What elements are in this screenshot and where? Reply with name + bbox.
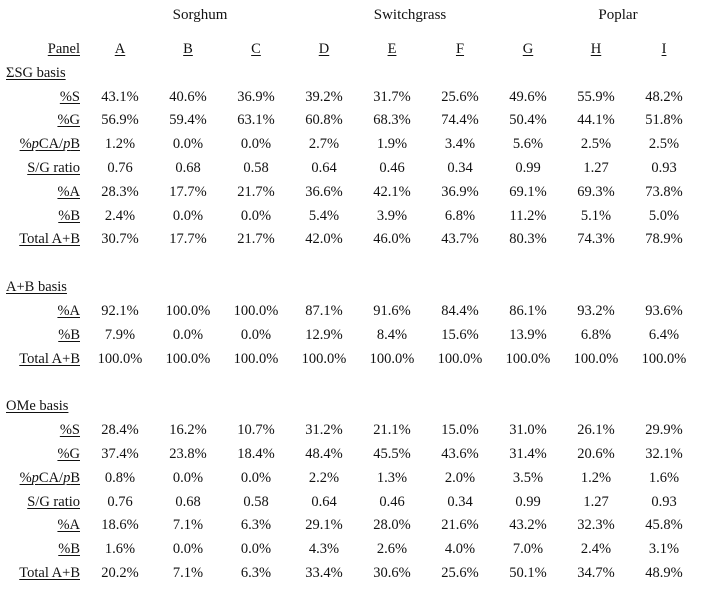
value-cell: 92.1% xyxy=(101,302,139,319)
table-row xyxy=(6,300,698,324)
value-cell: 18.4% xyxy=(237,445,275,462)
empty-cell xyxy=(86,395,154,419)
value-cell: 30.7% xyxy=(101,231,139,248)
section-title: A+B basis xyxy=(6,279,67,296)
row-label: %pCA/pB xyxy=(19,136,80,153)
value-cell: 1.2% xyxy=(580,469,612,486)
section-title: ΣSG basis xyxy=(6,64,66,81)
table-row xyxy=(6,181,698,205)
value-cell: 32.3% xyxy=(577,517,615,534)
value-cell: 2.4% xyxy=(580,541,612,558)
row-label-cell xyxy=(6,205,86,229)
value-cell: 32.1% xyxy=(645,445,683,462)
value-cell: 0.46 xyxy=(379,159,405,176)
spacer-cell xyxy=(154,371,222,395)
value-cell: 43.2% xyxy=(509,517,547,534)
value-cell: 63.1% xyxy=(237,112,275,129)
value-cell: 0.34 xyxy=(447,159,473,176)
value-cell: 1.3% xyxy=(376,469,408,486)
value-cell: 74.4% xyxy=(441,112,479,129)
column-header: E xyxy=(387,41,397,57)
value-cell: 6.8% xyxy=(444,207,476,224)
value-cell: 3.5% xyxy=(512,469,544,486)
value-cell: 17.7% xyxy=(169,183,207,200)
value-cell: 51.8% xyxy=(645,112,683,129)
value-cell: 13.9% xyxy=(509,326,547,343)
table-row xyxy=(6,467,698,491)
value-cell: 0.99 xyxy=(515,493,541,510)
value-cell: 10.7% xyxy=(237,422,275,439)
value-cell: 31.0% xyxy=(509,422,547,439)
value-cell: 0.0% xyxy=(240,469,272,486)
value-cell: 0.93 xyxy=(651,493,677,510)
table-row xyxy=(6,324,698,348)
empty-cell xyxy=(494,62,562,86)
value-cell: 20.2% xyxy=(101,564,139,581)
value-cell: 7.1% xyxy=(172,564,204,581)
value-cell: 0.68 xyxy=(175,159,201,176)
row-label: %A xyxy=(57,302,80,319)
column-header: D xyxy=(318,41,330,57)
value-cell: 37.4% xyxy=(101,445,139,462)
row-label-cell xyxy=(6,133,86,157)
empty-cell xyxy=(290,62,358,86)
value-cell: 28.0% xyxy=(373,517,411,534)
spacer-cell xyxy=(494,252,562,276)
header-cell xyxy=(494,38,562,62)
value-cell: 48.9% xyxy=(645,564,683,581)
empty-cell xyxy=(290,276,358,300)
empty-cell xyxy=(222,276,290,300)
header-cell xyxy=(222,38,290,62)
value-cell: 69.1% xyxy=(509,183,547,200)
value-cell: 42.1% xyxy=(373,183,411,200)
section-title-cell xyxy=(6,276,86,300)
value-cell: 59.4% xyxy=(169,112,207,129)
table-body xyxy=(6,38,698,586)
header-row xyxy=(6,38,698,62)
value-cell: 6.3% xyxy=(240,564,272,581)
spacer-cell xyxy=(426,371,494,395)
value-cell: 74.3% xyxy=(577,231,615,248)
header-label-cell xyxy=(6,38,86,62)
value-cell: 25.6% xyxy=(441,88,479,105)
column-header: G xyxy=(522,41,534,57)
value-cell: 100.0% xyxy=(165,350,211,367)
value-cell: 6.4% xyxy=(648,326,680,343)
value-cell: 0.0% xyxy=(172,207,204,224)
column-header: B xyxy=(183,41,193,57)
section-spacer xyxy=(6,252,698,276)
value-cell: 0.0% xyxy=(240,326,272,343)
value-cell: 36.9% xyxy=(237,88,275,105)
value-cell: 6.3% xyxy=(240,517,272,534)
spacer-cell xyxy=(494,371,562,395)
value-cell: 20.6% xyxy=(577,445,615,462)
value-cell: 43.1% xyxy=(101,88,139,105)
value-cell: 16.2% xyxy=(169,422,207,439)
value-cell: 0.58 xyxy=(243,159,269,176)
spacer-cell xyxy=(290,252,358,276)
value-cell: 100.0% xyxy=(505,350,551,367)
value-cell: 31.4% xyxy=(509,445,547,462)
empty-cell xyxy=(426,276,494,300)
value-cell: 73.8% xyxy=(645,183,683,200)
spacer-cell xyxy=(86,371,154,395)
value-cell: 15.0% xyxy=(441,422,479,439)
value-cell: 44.1% xyxy=(577,112,615,129)
section-spacer xyxy=(6,371,698,395)
row-label-cell xyxy=(6,467,86,491)
row-label-cell xyxy=(6,157,86,181)
table-row xyxy=(6,86,698,110)
table-row xyxy=(6,348,698,372)
header-cell xyxy=(290,38,358,62)
value-cell: 28.4% xyxy=(101,422,139,439)
empty-cell xyxy=(562,395,630,419)
table-row xyxy=(6,514,698,538)
spacer-cell xyxy=(562,371,630,395)
spacer-cell xyxy=(154,252,222,276)
row-label: S/G ratio xyxy=(27,159,80,176)
value-cell: 36.6% xyxy=(305,183,343,200)
value-cell: 28.3% xyxy=(101,183,139,200)
row-label: %G xyxy=(57,112,80,129)
value-cell: 4.3% xyxy=(308,541,340,558)
row-label: %B xyxy=(58,326,80,343)
value-cell: 0.0% xyxy=(240,136,272,153)
value-cell: 18.6% xyxy=(101,517,139,534)
value-cell: 11.2% xyxy=(509,207,547,224)
value-cell: 100.0% xyxy=(233,350,279,367)
table-row xyxy=(6,443,698,467)
value-cell: 39.2% xyxy=(305,88,343,105)
group-header-poplar: Poplar xyxy=(598,7,638,23)
spacer-cell xyxy=(222,371,290,395)
row-label: %S xyxy=(59,88,80,105)
row-label: %S xyxy=(59,422,80,439)
value-cell: 100.0% xyxy=(641,350,687,367)
value-cell: 29.1% xyxy=(305,517,343,534)
header-cell xyxy=(86,38,154,62)
column-header: I xyxy=(661,41,667,57)
value-cell: 21.7% xyxy=(237,231,275,248)
row-label: %G xyxy=(57,445,80,462)
value-cell: 0.64 xyxy=(311,493,337,510)
value-cell: 5.4% xyxy=(308,207,340,224)
header-cell xyxy=(426,38,494,62)
row-label: %A xyxy=(57,517,80,534)
value-cell: 0.0% xyxy=(240,541,272,558)
value-cell: 69.3% xyxy=(577,183,615,200)
table-row xyxy=(6,205,698,229)
row-label-cell xyxy=(6,514,86,538)
value-cell: 48.2% xyxy=(645,88,683,105)
empty-cell xyxy=(494,395,562,419)
value-cell: 17.7% xyxy=(169,231,207,248)
empty-cell xyxy=(86,62,154,86)
value-cell: 100.0% xyxy=(301,350,347,367)
section-title-row xyxy=(6,276,698,300)
row-label: %A xyxy=(57,183,80,200)
value-cell: 50.4% xyxy=(509,112,547,129)
value-cell: 48.4% xyxy=(305,445,343,462)
value-cell: 0.0% xyxy=(172,326,204,343)
value-cell: 93.2% xyxy=(577,302,615,319)
value-cell: 5.0% xyxy=(648,207,680,224)
composition-table xyxy=(6,38,698,586)
value-cell: 0.46 xyxy=(379,493,405,510)
value-cell: 25.6% xyxy=(441,564,479,581)
table-row xyxy=(6,109,698,133)
header-cell xyxy=(154,38,222,62)
value-cell: 2.6% xyxy=(376,541,408,558)
table-row xyxy=(6,491,698,515)
row-label-cell xyxy=(6,86,86,110)
column-header: F xyxy=(455,41,465,57)
header-cell xyxy=(358,38,426,62)
row-label-cell xyxy=(6,348,86,372)
value-cell: 0.76 xyxy=(107,493,133,510)
value-cell: 3.4% xyxy=(444,136,476,153)
value-cell: 91.6% xyxy=(373,302,411,319)
value-cell: 12.9% xyxy=(305,326,343,343)
value-cell: 1.9% xyxy=(376,136,408,153)
value-cell: 1.6% xyxy=(648,469,680,486)
row-label-cell xyxy=(6,109,86,133)
spacer-cell xyxy=(6,371,86,395)
value-cell: 0.0% xyxy=(172,136,204,153)
value-cell: 30.6% xyxy=(373,564,411,581)
column-header: A xyxy=(114,41,126,57)
table-row xyxy=(6,419,698,443)
spacer-cell xyxy=(222,252,290,276)
value-cell: 31.2% xyxy=(305,422,343,439)
value-cell: 0.0% xyxy=(240,207,272,224)
empty-cell xyxy=(562,276,630,300)
value-cell: 80.3% xyxy=(509,231,547,248)
table-row xyxy=(6,562,698,586)
empty-cell xyxy=(222,62,290,86)
value-cell: 50.1% xyxy=(509,564,547,581)
value-cell: 15.6% xyxy=(441,326,479,343)
spacer-cell xyxy=(358,252,426,276)
table-row xyxy=(6,228,698,252)
empty-cell xyxy=(290,395,358,419)
value-cell: 2.4% xyxy=(104,207,136,224)
value-cell: 100.0% xyxy=(233,302,279,319)
value-cell: 3.1% xyxy=(648,541,680,558)
value-cell: 0.93 xyxy=(651,159,677,176)
value-cell: 0.76 xyxy=(107,159,133,176)
spacer-cell xyxy=(290,371,358,395)
spacer-cell xyxy=(86,252,154,276)
value-cell: 33.4% xyxy=(305,564,343,581)
empty-cell xyxy=(154,395,222,419)
empty-cell xyxy=(154,276,222,300)
value-cell: 0.58 xyxy=(243,493,269,510)
spacer-cell xyxy=(6,252,86,276)
row-label: Total A+B xyxy=(19,231,80,248)
section-title-cell xyxy=(6,62,86,86)
value-cell: 4.0% xyxy=(444,541,476,558)
column-header: H xyxy=(590,41,602,57)
value-cell: 0.8% xyxy=(104,469,136,486)
value-cell: 100.0% xyxy=(369,350,415,367)
value-cell: 0.99 xyxy=(515,159,541,176)
value-cell: 21.7% xyxy=(237,183,275,200)
value-cell: 21.1% xyxy=(373,422,411,439)
value-cell: 46.0% xyxy=(373,231,411,248)
value-cell: 5.6% xyxy=(512,136,544,153)
empty-cell xyxy=(358,395,426,419)
value-cell: 1.2% xyxy=(104,136,136,153)
column-header: C xyxy=(251,41,261,57)
value-cell: 87.1% xyxy=(305,302,343,319)
table-row xyxy=(6,538,698,562)
value-cell: 0.34 xyxy=(447,493,473,510)
row-label-cell xyxy=(6,324,86,348)
header-cell xyxy=(562,38,630,62)
value-cell: 93.6% xyxy=(645,302,683,319)
value-cell: 7.1% xyxy=(172,517,204,534)
section-title: OMe basis xyxy=(6,398,69,415)
spacer-cell xyxy=(358,371,426,395)
row-label-cell xyxy=(6,562,86,586)
value-cell: 100.0% xyxy=(437,350,483,367)
value-cell: 45.5% xyxy=(373,445,411,462)
empty-cell xyxy=(426,62,494,86)
row-label: S/G ratio xyxy=(27,493,80,510)
row-label-cell xyxy=(6,181,86,205)
value-cell: 5.1% xyxy=(580,207,612,224)
empty-cell xyxy=(630,395,698,419)
row-label-cell xyxy=(6,419,86,443)
row-label: %B xyxy=(58,207,80,224)
value-cell: 78.9% xyxy=(645,231,683,248)
empty-cell xyxy=(562,62,630,86)
value-cell: 100.0% xyxy=(97,350,143,367)
row-label-cell xyxy=(6,538,86,562)
section-title-row xyxy=(6,62,698,86)
empty-cell xyxy=(494,276,562,300)
value-cell: 60.8% xyxy=(305,112,343,129)
spacer-cell xyxy=(630,371,698,395)
value-cell: 49.6% xyxy=(509,88,547,105)
spacer-cell xyxy=(562,252,630,276)
value-cell: 0.64 xyxy=(311,159,337,176)
empty-cell xyxy=(154,62,222,86)
value-cell: 2.7% xyxy=(308,136,340,153)
value-cell: 2.5% xyxy=(580,136,612,153)
group-header-sorghum: Sorghum xyxy=(172,7,228,23)
value-cell: 86.1% xyxy=(509,302,547,319)
section-title-cell xyxy=(6,395,86,419)
value-cell: 34.7% xyxy=(577,564,615,581)
value-cell: 1.6% xyxy=(104,541,136,558)
row-label: %pCA/pB xyxy=(19,469,80,486)
row-label-cell xyxy=(6,491,86,515)
row-label: Total A+B xyxy=(19,564,80,581)
group-header-switchgrass: Switchgrass xyxy=(373,7,447,23)
value-cell: 6.8% xyxy=(580,326,612,343)
value-cell: 100.0% xyxy=(573,350,619,367)
value-cell: 40.6% xyxy=(169,88,207,105)
empty-cell xyxy=(630,62,698,86)
value-cell: 1.27 xyxy=(583,493,609,510)
value-cell: 100.0% xyxy=(165,302,211,319)
value-cell: 56.9% xyxy=(101,112,139,129)
value-cell: 36.9% xyxy=(441,183,479,200)
table-row xyxy=(6,157,698,181)
value-cell: 2.5% xyxy=(648,136,680,153)
value-cell: 2.2% xyxy=(308,469,340,486)
value-cell: 0.0% xyxy=(172,541,204,558)
row-label: %B xyxy=(58,541,80,558)
value-cell: 23.8% xyxy=(169,445,207,462)
table-row xyxy=(6,133,698,157)
value-cell: 84.4% xyxy=(441,302,479,319)
value-cell: 26.1% xyxy=(577,422,615,439)
empty-cell xyxy=(222,395,290,419)
spacer-cell xyxy=(426,252,494,276)
value-cell: 31.7% xyxy=(373,88,411,105)
value-cell: 7.0% xyxy=(512,541,544,558)
row-label: Total A+B xyxy=(19,350,80,367)
row-label-cell xyxy=(6,300,86,324)
row-label-cell xyxy=(6,228,86,252)
value-cell: 55.9% xyxy=(577,88,615,105)
empty-cell xyxy=(630,276,698,300)
value-cell: 0.68 xyxy=(175,493,201,510)
value-cell: 2.0% xyxy=(444,469,476,486)
row-label-cell xyxy=(6,443,86,467)
value-cell: 45.8% xyxy=(645,517,683,534)
value-cell: 43.6% xyxy=(441,445,479,462)
value-cell: 68.3% xyxy=(373,112,411,129)
value-cell: 43.7% xyxy=(441,231,479,248)
empty-cell xyxy=(426,395,494,419)
spacer-cell xyxy=(630,252,698,276)
panel-header: Panel xyxy=(47,41,80,57)
value-cell: 42.0% xyxy=(305,231,343,248)
value-cell: 21.6% xyxy=(441,517,479,534)
empty-cell xyxy=(86,276,154,300)
value-cell: 7.9% xyxy=(104,326,136,343)
value-cell: 3.9% xyxy=(376,207,408,224)
value-cell: 8.4% xyxy=(376,326,408,343)
section-title-row xyxy=(6,395,698,419)
header-cell xyxy=(630,38,698,62)
empty-cell xyxy=(358,62,426,86)
value-cell: 0.0% xyxy=(172,469,204,486)
value-cell: 1.27 xyxy=(583,159,609,176)
value-cell: 29.9% xyxy=(645,422,683,439)
empty-cell xyxy=(358,276,426,300)
